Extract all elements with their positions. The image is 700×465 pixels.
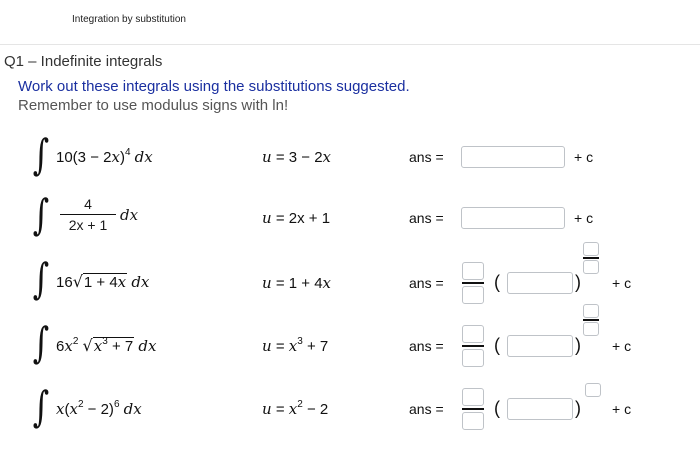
integrand-1: $10(3 - 2x)^4$ dx <box>56 147 153 166</box>
header-divider <box>0 44 700 45</box>
ans-label: ans = <box>409 210 444 226</box>
question-heading: Q1 – Indefinite integrals <box>4 53 163 70</box>
modulus-reminder: Remember to use modulus signs with ln! <box>18 97 289 114</box>
ans-label: ans = <box>409 275 444 291</box>
numerator-box[interactable] <box>462 325 484 343</box>
open-paren: ( <box>494 335 500 355</box>
ans-label: ans = <box>409 401 444 417</box>
plus-c-label: + c <box>612 338 632 354</box>
substitution-1: u = 3 − 2x <box>262 148 332 166</box>
exponent-fraction-input[interactable] <box>583 242 601 274</box>
substitution-5: $u = x^2 - 2$ <box>262 399 329 418</box>
dx-label: dx <box>120 206 139 224</box>
exponent-input[interactable] <box>585 383 601 397</box>
substitution-3: u = 1 + 4x <box>262 274 332 292</box>
substitution-2: u = 2x + 1 <box>262 209 331 227</box>
integrand-4: $6x^2$ $√x^3 + 7$ dx <box>56 336 157 355</box>
inner-expression-input-4[interactable] <box>507 335 573 357</box>
document-title: Integration by substitution <box>72 14 186 25</box>
coefficient-fraction-input[interactable] <box>462 325 486 367</box>
denominator-box[interactable] <box>462 286 484 304</box>
open-paren: ( <box>494 398 500 418</box>
integral-sign-icon: ∫ <box>32 130 50 179</box>
exponent-denominator-box[interactable] <box>583 322 599 336</box>
plus-c-label: + c <box>612 401 632 417</box>
integral-row-5 <box>0 382 700 452</box>
integral-row-4 <box>0 318 700 388</box>
coefficient-fraction-input[interactable] <box>462 388 486 430</box>
inner-expression-input-5[interactable] <box>507 398 573 420</box>
answer-input-1[interactable] <box>461 146 565 168</box>
open-paren: ( <box>494 272 500 292</box>
exponent-denominator-box[interactable] <box>583 260 599 274</box>
exponent-numerator-box[interactable] <box>583 304 599 318</box>
answer-input-2[interactable] <box>461 207 565 229</box>
exponent-fraction-input[interactable] <box>583 304 601 336</box>
integral-sign-icon: ∫ <box>32 254 50 303</box>
denominator-box[interactable] <box>462 349 484 367</box>
denominator-box[interactable] <box>462 412 484 430</box>
fraction-integrand-2: 4 2x + 1 <box>60 196 116 233</box>
integral-sign-icon: ∫ <box>32 190 50 239</box>
integral-sign-icon: ∫ <box>32 382 50 431</box>
instruction-text: Work out these integrals using the substitutions suggested. <box>18 78 410 95</box>
integral-sign-icon: ∫ <box>32 318 50 367</box>
close-paren: ) <box>575 335 581 355</box>
ans-label: ans = <box>409 338 444 354</box>
integrand-3: 16√1 + 4x dx <box>56 272 150 291</box>
substitution-4: $u = x^3 + 7$ <box>262 336 329 355</box>
coefficient-fraction-input[interactable] <box>462 262 486 304</box>
exponent-numerator-box[interactable] <box>583 242 599 256</box>
integrand-5: $x(x^2 - 2)^6$ dx <box>56 399 142 418</box>
plus-c-label: + c <box>612 275 632 291</box>
close-paren: ) <box>575 398 581 418</box>
integral-row-1 <box>0 130 700 200</box>
numerator-box[interactable] <box>462 388 484 406</box>
plus-c-label: + c <box>574 149 594 165</box>
numerator-box[interactable] <box>462 262 484 280</box>
plus-c-label: + c <box>574 210 594 226</box>
close-paren: ) <box>575 272 581 292</box>
ans-label: ans = <box>409 149 444 165</box>
inner-expression-input-3[interactable] <box>507 272 573 294</box>
